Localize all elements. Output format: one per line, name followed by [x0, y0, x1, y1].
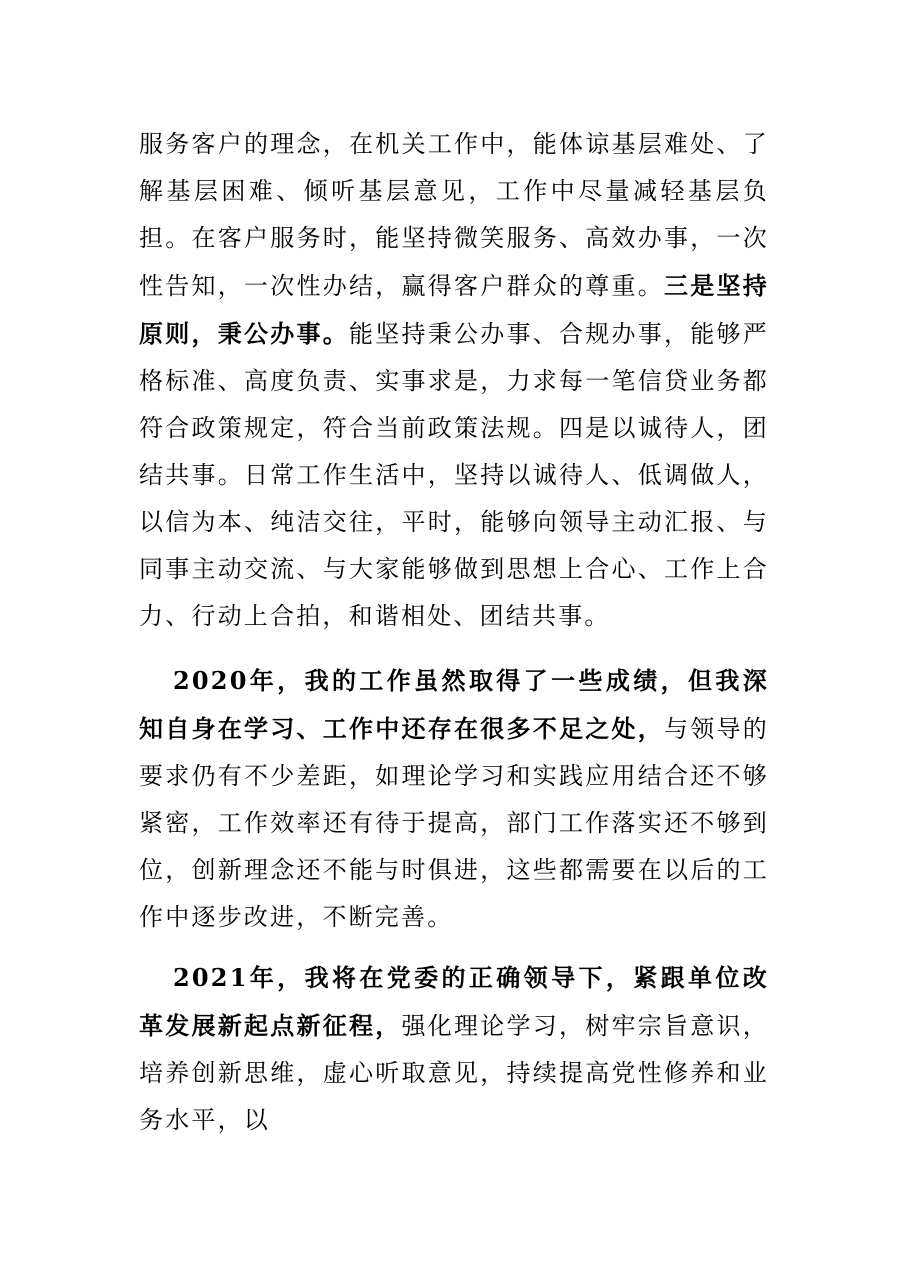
body-paragraph-2	[139, 657, 769, 941]
paragraph-3-bold-lead: 2021年，我将在党委的正确领导下，紧跟单位改革发展新起点新征程，	[139, 963, 769, 1040]
paragraph-1-text-b: 能坚持秉公办事、合规办事，能够严格标准、高度负责、实事求是，力求每一笔信贷业务都符合政策规定，符合当前政策法规。四是以诚待人，团结共事。日常工作生活中，坚持以诚待人、低调做人，以信为本、纯洁交往，平时，能够向领导主动汇报、与同事主动交流、与大家能够做到思想上合心、工作上合力、行动上合拍，和谐相处、团结共事。	[139, 320, 769, 630]
paragraph-2-text: 与领导的要求仍有不少差距，如理论学习和实践应用结合还不够紧密，工作效率还有待于提高，部门工作落实还不够到位，创新理念还不能与时俱进，这些都需要在以后的工作中逐步改进，不断完善。	[139, 715, 769, 931]
paragraph-1-text-a: 服务客户的理念，在机关工作中，能体谅基层难处、了解基层困难、倾听基层意见，工作中尽量减轻基层负担。在客户服务时，能坚持微笑服务、高效办事，一次性告知，一次性办结，赢得客户群众的尊重。	[139, 130, 769, 300]
body-paragraph-3	[139, 954, 769, 1144]
paragraph-3-text: 强化理论学习，树牢宗旨意识，培养创新思维，虚心听取意见，持续提高党性修养和业务水平，以	[139, 1012, 769, 1134]
body-paragraph-1	[139, 121, 769, 640]
paragraph-2-bold-lead: 2020年，我的工作虽然取得了一些成绩，但我深知自身在学习、工作中还存在很多不足之处，	[139, 666, 769, 743]
paragraph-1-heading-principle: 三是坚持原则，秉公办事。	[139, 271, 769, 348]
